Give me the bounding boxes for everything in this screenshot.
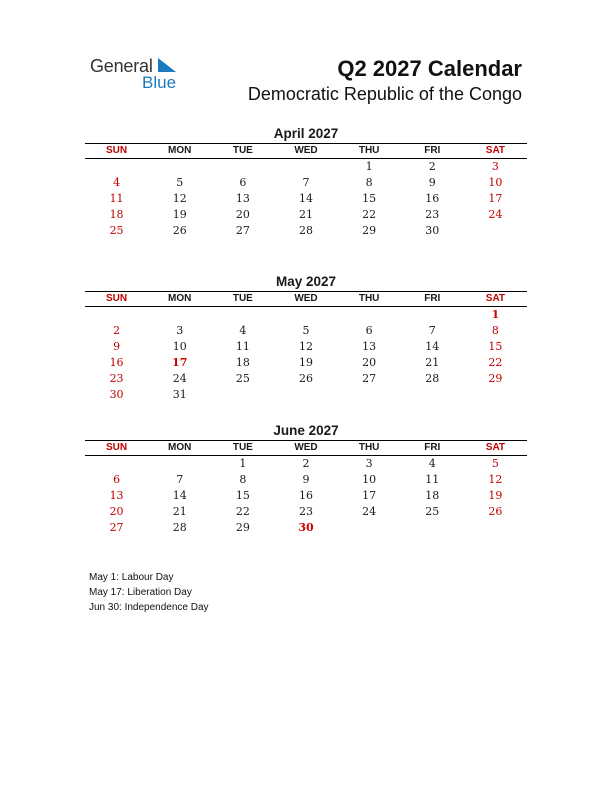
day-cell: 27 (235, 224, 250, 237)
weekday-sat: SAT (464, 292, 527, 307)
day-cell: 1 (365, 160, 373, 173)
weekday-tue: TUE (211, 441, 274, 456)
month-april (85, 125, 527, 239)
weekday-sat: SAT (464, 441, 527, 456)
day-cell: 17 (362, 489, 377, 502)
day-cell: 3 (176, 324, 184, 337)
day-cell: 7 (302, 176, 310, 189)
day-cell (148, 307, 211, 324)
weekday-thu: THU (338, 144, 401, 159)
day-cell: 16 (109, 356, 124, 369)
day-cell (211, 387, 274, 403)
day-cell: 14 (298, 192, 313, 205)
day-cell: 8 (239, 473, 247, 486)
day-cell: 18 (235, 356, 250, 369)
weekday-tue: TUE (211, 292, 274, 307)
week-row (85, 323, 527, 339)
day-cell: 11 (235, 340, 250, 353)
day-cell: 5 (491, 457, 499, 470)
day-cell: 21 (172, 505, 187, 518)
day-cell: 12 (172, 192, 187, 205)
day-cell (148, 456, 211, 473)
day-cell: 30 (298, 521, 314, 534)
weekday-mon: MON (148, 441, 211, 456)
weekday-mon: MON (148, 144, 211, 159)
weekday-header-row (85, 441, 527, 456)
calendar-grid (85, 440, 527, 536)
day-cell: 25 (109, 224, 124, 237)
week-row (85, 207, 527, 223)
generalblue-logo (90, 56, 200, 96)
day-cell: 29 (362, 224, 377, 237)
day-cell: 15 (235, 489, 250, 502)
week-row (85, 504, 527, 520)
day-cell: 26 (298, 372, 313, 385)
day-cell: 30 (109, 388, 124, 401)
day-cell: 13 (362, 340, 377, 353)
logo-general-text: General (90, 56, 153, 76)
week-row (85, 339, 527, 355)
day-cell (401, 307, 464, 324)
day-cell: 8 (365, 176, 373, 189)
day-cell: 6 (113, 473, 121, 486)
logo-blue-text: Blue (142, 73, 177, 92)
weekday-sat: SAT (464, 144, 527, 159)
day-cell (85, 307, 148, 324)
day-cell (464, 223, 527, 239)
day-cell: 4 (113, 176, 121, 189)
day-cell: 26 (488, 505, 503, 518)
week-row (85, 520, 527, 536)
month-june (85, 422, 527, 536)
day-cell: 3 (365, 457, 373, 470)
day-cell (338, 520, 401, 536)
weekday-thu: THU (338, 441, 401, 456)
day-cell: 5 (176, 176, 184, 189)
day-cell: 2 (302, 457, 310, 470)
day-cell: 17 (488, 192, 503, 205)
day-cell: 24 (172, 372, 187, 385)
week-row (85, 355, 527, 371)
week-row (85, 488, 527, 504)
weekday-wed: WED (274, 144, 337, 159)
day-cell: 23 (425, 208, 440, 221)
day-cell: 17 (172, 356, 188, 369)
day-cell: 22 (362, 208, 377, 221)
day-cell: 1 (239, 457, 247, 470)
day-cell: 5 (302, 324, 310, 337)
weekday-sun: SUN (85, 441, 148, 456)
week-row (85, 307, 527, 324)
day-cell: 22 (235, 505, 250, 518)
day-cell: 24 (488, 208, 503, 221)
day-cell: 13 (235, 192, 250, 205)
day-cell: 15 (362, 192, 377, 205)
day-cell: 28 (172, 521, 187, 534)
weekday-wed: WED (274, 292, 337, 307)
day-cell: 23 (109, 372, 124, 385)
weekday-sun: SUN (85, 144, 148, 159)
week-row (85, 387, 527, 403)
page-title: Q2 2027 Calendar (337, 56, 522, 81)
day-cell (148, 159, 211, 176)
day-cell (464, 520, 527, 536)
day-cell (85, 456, 148, 473)
day-cell (274, 387, 337, 403)
day-cell: 30 (425, 224, 440, 237)
month-title: June 2027 (273, 423, 339, 438)
day-cell (274, 307, 337, 324)
day-cell: 15 (488, 340, 503, 353)
day-cell: 29 (488, 372, 503, 385)
weekday-fri: FRI (401, 292, 464, 307)
week-row (85, 223, 527, 239)
holiday-item: May 1: Labour Day (89, 572, 174, 583)
weekday-fri: FRI (401, 144, 464, 159)
month-may (85, 273, 527, 403)
day-cell: 31 (172, 388, 187, 401)
day-cell (85, 159, 148, 176)
day-cell: 11 (109, 192, 124, 205)
day-cell: 2 (113, 324, 121, 337)
day-cell: 28 (425, 372, 440, 385)
day-cell: 1 (491, 308, 500, 321)
day-cell: 3 (491, 160, 499, 173)
day-cell: 23 (298, 505, 313, 518)
holiday-item: May 17: Liberation Day (89, 587, 192, 598)
logo-flag-icon (158, 58, 176, 72)
weekday-thu: THU (338, 292, 401, 307)
day-cell: 4 (428, 457, 436, 470)
day-cell (464, 387, 527, 403)
month-title: April 2027 (273, 126, 339, 141)
week-row (85, 159, 527, 176)
day-cell: 9 (113, 340, 121, 353)
day-cell: 19 (298, 356, 313, 369)
day-cell: 19 (172, 208, 187, 221)
day-cell: 27 (109, 521, 124, 534)
day-cell: 27 (362, 372, 377, 385)
weekday-fri: FRI (401, 441, 464, 456)
day-cell: 28 (298, 224, 313, 237)
day-cell: 10 (488, 176, 503, 189)
holiday-list (89, 570, 209, 615)
day-cell: 21 (425, 356, 440, 369)
day-cell: 24 (362, 505, 377, 518)
day-cell (211, 159, 274, 176)
day-cell (338, 387, 401, 403)
day-cell (338, 307, 401, 324)
day-cell: 20 (362, 356, 377, 369)
week-row (85, 472, 527, 488)
day-cell: 16 (425, 192, 440, 205)
day-cell: 20 (109, 505, 124, 518)
day-cell: 22 (488, 356, 503, 369)
week-row (85, 191, 527, 207)
day-cell: 12 (298, 340, 313, 353)
day-cell: 14 (172, 489, 187, 502)
day-cell: 26 (172, 224, 187, 237)
day-cell: 12 (488, 473, 503, 486)
day-cell: 11 (425, 473, 440, 486)
day-cell: 29 (235, 521, 250, 534)
day-cell (401, 520, 464, 536)
day-cell: 10 (362, 473, 377, 486)
weekday-header-row (85, 144, 527, 159)
day-cell (211, 307, 274, 324)
day-cell: 21 (298, 208, 313, 221)
page-subtitle: Democratic Republic of the Congo (247, 84, 522, 104)
day-cell: 9 (302, 473, 310, 486)
calendar-grid (85, 143, 527, 239)
day-cell: 2 (428, 160, 436, 173)
day-cell: 18 (425, 489, 440, 502)
day-cell: 25 (425, 505, 440, 518)
day-cell: 6 (239, 176, 247, 189)
day-cell: 16 (298, 489, 313, 502)
day-cell (274, 159, 337, 176)
day-cell: 7 (428, 324, 436, 337)
day-cell: 25 (235, 372, 250, 385)
weekday-header-row (85, 292, 527, 307)
day-cell: 7 (176, 473, 184, 486)
weekday-mon: MON (148, 292, 211, 307)
week-row (85, 175, 527, 191)
day-cell: 14 (425, 340, 440, 353)
day-cell: 19 (488, 489, 503, 502)
day-cell: 4 (239, 324, 247, 337)
day-cell: 20 (235, 208, 250, 221)
day-cell: 13 (109, 489, 124, 502)
week-row (85, 371, 527, 387)
day-cell (401, 387, 464, 403)
day-cell: 8 (491, 324, 499, 337)
holiday-item: Jun 30: Independence Day (89, 602, 209, 613)
weekday-wed: WED (274, 441, 337, 456)
weekday-tue: TUE (211, 144, 274, 159)
day-cell: 10 (172, 340, 187, 353)
day-cell: 9 (428, 176, 436, 189)
day-cell: 6 (365, 324, 373, 337)
weekday-sun: SUN (85, 292, 148, 307)
week-row (85, 456, 527, 473)
month-title: May 2027 (275, 274, 337, 289)
day-cell: 18 (109, 208, 124, 221)
calendar-grid (85, 291, 527, 403)
